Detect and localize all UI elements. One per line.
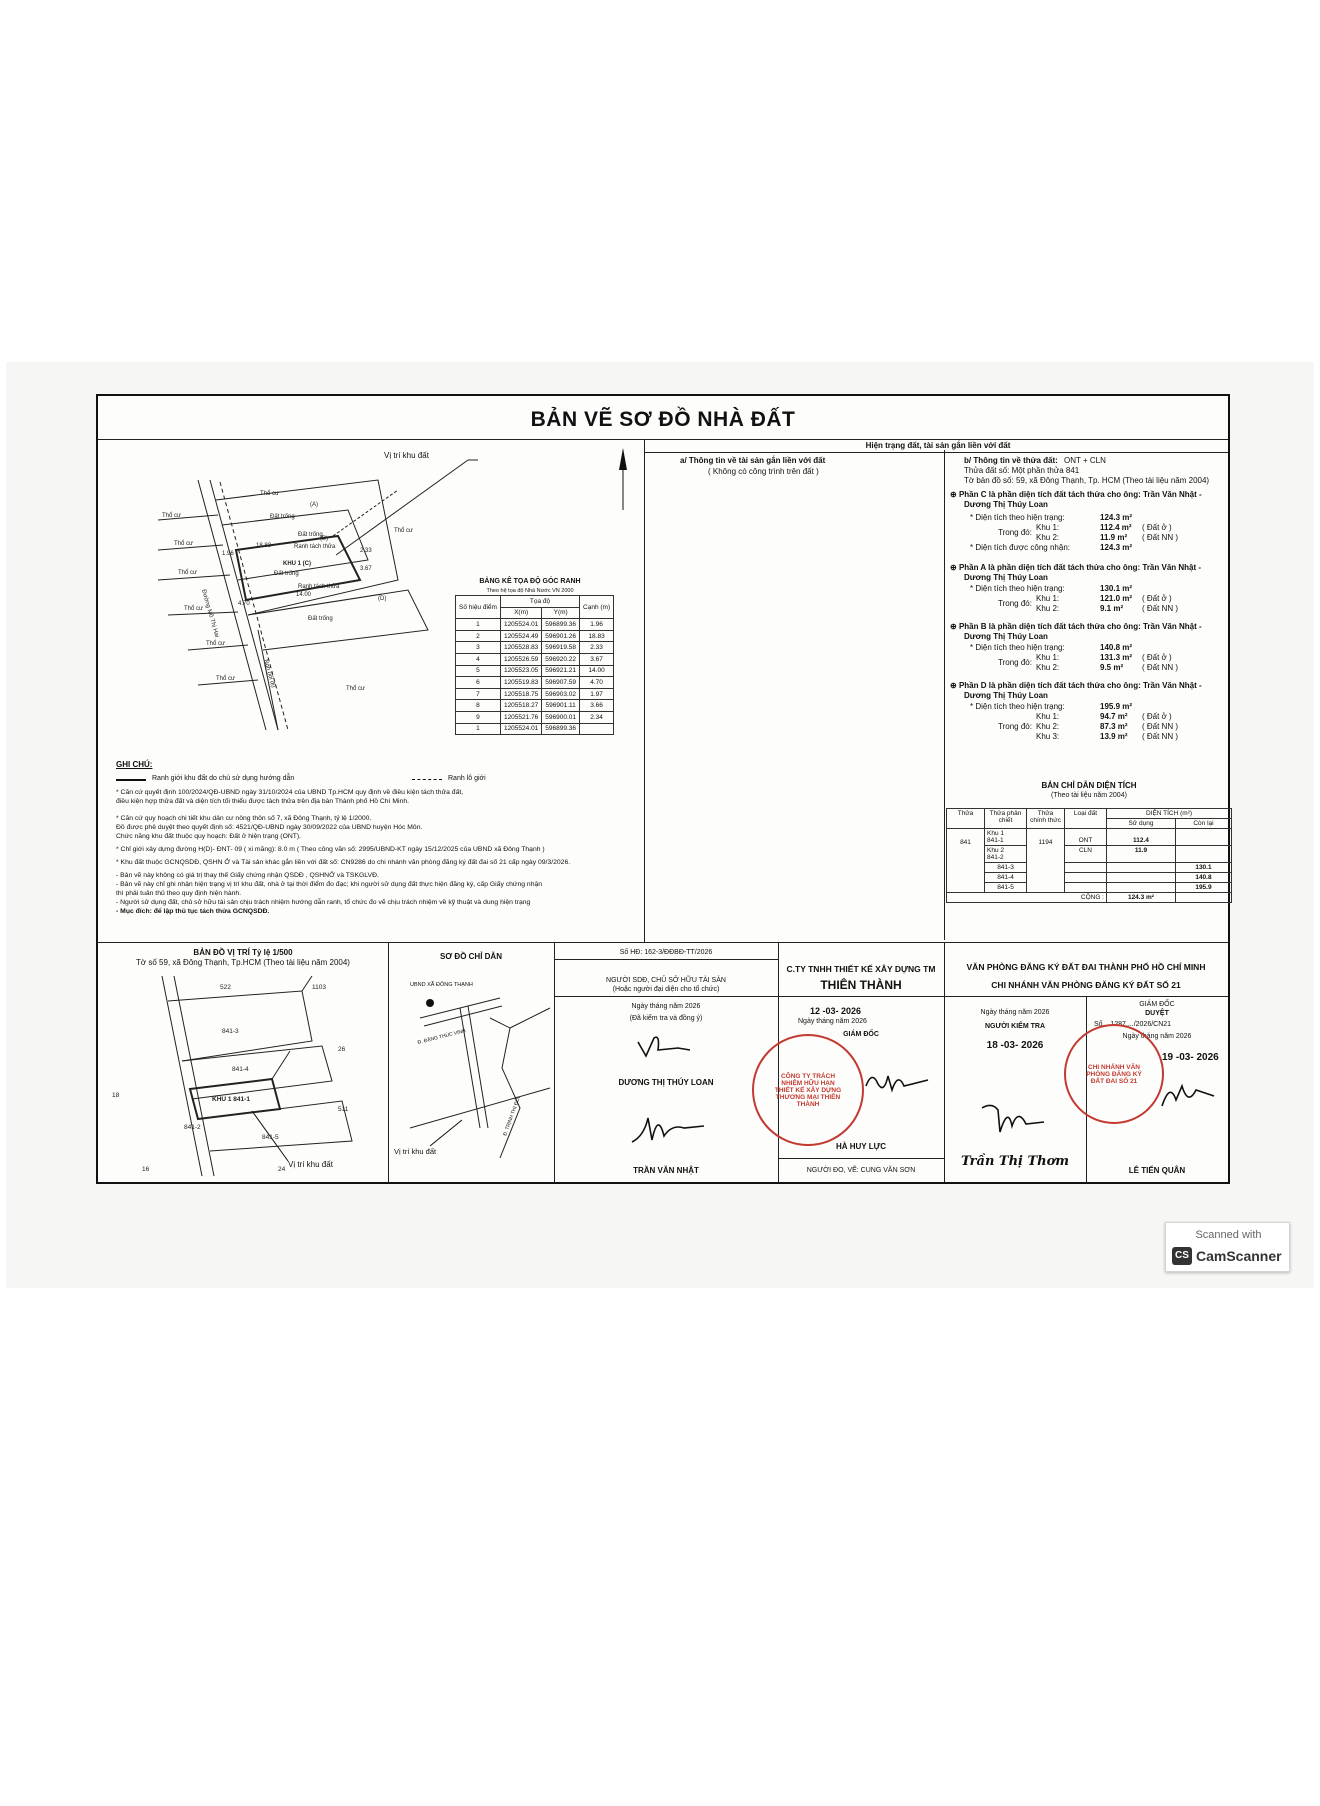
dimension-label: 14.00 [296,592,312,598]
locmap-lot: 841-2 [184,1124,201,1131]
owner-signature-1 [634,1032,694,1062]
lot-label-b: (B) [320,536,328,542]
note-line: - Bản vẽ này chỉ ghi nhận hiện trạng vị trí khu đất, nhà ở tại thời điểm đo đạc; khi người sử dụng đất thực hiện đăng ký, cấp Giấy chứng nhận [116,881,543,888]
khu-type: ( Đất ở ) [1142,712,1172,721]
note-line: - Bản vẽ này không có giá trị thay thế Giấy chứng nhận QSDĐ , QSHNỞ và TSKGLVĐ. [116,872,379,879]
khu-area: 87.3 m² [1100,722,1128,731]
assets-heading: a/ Thông tin về tài sản gắn liền với đất [680,456,826,465]
in-which-label: Trong đó: [998,722,1032,731]
legend-road-line: Ranh lô giới [448,775,486,782]
khu-type: ( Đất NN ) [1142,722,1178,731]
legend-solid-line [116,779,146,781]
part-c-owner: Dương Thị Thúy Loan [964,500,1048,509]
part-b-current: 140.8 m² [1100,643,1133,652]
divider [778,996,944,997]
divider [644,452,1228,453]
table-row: Khu 2 841-2 CLN 11.9 [947,846,1232,863]
owner-date: Ngày tháng năm 2026 [631,1003,701,1010]
approved-date: Ngày tháng năm 2026 [1122,1033,1192,1040]
table-row: 1 1205524.01 596899.36 1.96 [456,619,614,631]
divider [554,996,778,997]
note-line: Chức năng khu đất thuộc quy hoạch: Đất ở hiện trạng (ONT). [116,833,302,840]
land-plan-sheet [96,394,1230,1184]
divider [778,1158,944,1159]
table-row: 9 1205521.76 596900.01 2.34 [456,711,614,723]
khu-area: 9.1 m² [1100,604,1124,613]
khu-type: ( Đất ở ) [1142,653,1172,662]
owner-signature-2 [628,1106,708,1146]
locmap-number: 24 [278,1166,286,1173]
owner-subtitle: (Hoặc người đại diện cho tổ chức) [612,986,720,993]
lot-label-d: (D) [378,596,387,602]
guide-ubnd-label: UBND XÃ ĐÔNG THẠNH [410,982,473,988]
khu-type: ( Đất ở ) [1142,523,1172,532]
area-table-subtitle: (Theo tài liệu năm 2004) [1051,792,1127,799]
khu-label: Khu 2: [1036,722,1060,731]
north-arrow-icon [619,448,627,510]
divider [944,450,945,940]
company-role: GIÁM ĐỐC [843,1031,879,1038]
neighbor-label: Thổ cư [174,541,194,547]
note-line: thì phải tuân thủ theo quy định hiện hành. [116,890,242,897]
dimension-label: 18.83 [256,543,272,549]
table-row: 4 1205526.59 596920.22 3.67 [456,653,614,665]
land-label: Đất trống [274,571,299,577]
part-c-title: ⊕ Phần C là phần diện tích đất tách thửa cho ông: Trần Văn Nhật - [950,490,1202,499]
parcel-line: Thửa đất số: Một phần thửa 841 [964,466,1080,475]
coordinate-table [455,595,614,735]
khu-label: Khu 1: [1036,523,1060,532]
company-stamp: CÔNG TY TRÁCH NHIỆM HỮU HẠN THIẾT KẾ XÂY DỰNG THƯƠNG MẠI THIÊN THÀNH [752,1034,864,1146]
approved-number: Số....1287..../2026/CN21 [1094,1021,1172,1028]
table-row: 8 1205518.27 596901.11 3.66 [456,700,614,712]
director-name: LÊ TIẾN QUÂN [1128,1166,1186,1175]
note-line: điều kiện hợp thửa đất và diện tích tối thiểu được tách thửa trên địa bàn Thành phố Hồ Chí Minh. [116,798,409,805]
coords-header: Tọa độ [500,596,579,608]
note-line: - Mục đích: để lập thủ tục tách thửa GCNQSDĐ. [116,908,270,915]
part-b-current-label: * Diện tích theo hiện trạng: [970,643,1065,652]
office-stamp: CHI NHÁNH VĂN PHÒNG ĐĂNG KÝ ĐẤT ĐAI SỐ 21 [1064,1024,1164,1124]
locmap-lot: KHU 1 841-1 [212,1096,250,1103]
lot-label-c: KHU 1 (C) [283,561,311,567]
document-title: BẢN VẼ SƠ ĐỒ NHÀ ĐẤT [530,408,796,431]
location-label: Vị trí khu đất [384,451,429,460]
khu-label: Khu 2: [1036,604,1060,613]
locmap-lot: 841-3 [222,1028,239,1035]
ubnd-marker-icon [426,999,434,1007]
table-row: 6 1205519.83 596907.59 4.70 [456,677,614,689]
locmap-number: 18 [112,1092,120,1099]
area-header: DIỆN TÍCH (m²) [1107,809,1232,819]
notes-list [116,788,641,916]
company-date-stamp: 12 -03- 2026 [810,1006,862,1016]
legend-dashed-line [412,779,442,780]
camscanner-line: Scanned with [1195,1229,1262,1241]
company-line: C.TY TNHH THIẾT KẾ XÂY DỰNG TM [786,964,936,974]
table-row: 1 1205524.01 596899.36 [456,723,614,735]
locmap-number: 511 [338,1106,349,1113]
location-map [102,971,386,1181]
khu-label: Khu 1: [1036,712,1060,721]
checker-signature [978,1096,1048,1136]
area-header: Thửa [947,809,985,829]
header-right: Hiện trạng đất, tài sản gắn liền với đất [865,441,1011,450]
owner-title: NGƯỜI SDĐ, CHỦ SỞ HỮU TÀI SẢN [606,977,726,984]
approved-date-stamp: 19 -03- 2026 [1162,1052,1219,1063]
note-line: * Căn cứ quyết định 100/2024/QĐ-UBND ngày 31/10/2024 của UBND Tp.HCM quy định về điều kiện tách thửa đất, [116,789,464,796]
khu-type: ( Đất ở ) [1142,594,1172,603]
checker-name: Trần Thị Thơm [960,1154,1070,1169]
note-line: * Khu đất thuộc GCNQSDĐ, QSHN Ở và Tài sản khác gắn liền với đất số: CN9286 do chi nhánh văn phòng đăng ký đất đai số 21 cấp ngày 09/3/2026. [116,859,571,866]
part-a-title: ⊕ Phần A là phần diện tích đất tách thửa cho ông: Trần Văn Nhật - [950,563,1202,572]
part-b-owner: Dương Thị Thúy Loan [964,632,1048,641]
khu-label: Khu 1: [1036,594,1060,603]
split-line-label: Ranh tách thửa [294,544,336,550]
road-label: Đường Mồ Thị Hai [200,588,220,639]
in-which-label: Trong đó: [998,528,1032,537]
table-row: 2 1205524.49 596901.26 18.83 [456,630,614,642]
dimension-label: 1.96 [222,551,234,557]
neighbor-label: Thổ cư [394,528,414,534]
divider [554,959,778,960]
khu-label: Khu 2: [1036,663,1060,672]
khu-label: Khu 3: [1036,732,1060,741]
approved-label: DUYỆT [1145,1010,1169,1017]
locmap-lot: 841-4 [232,1066,249,1073]
table-row: CỘNG : 124.3 m² [947,893,1232,903]
office-line-1: VĂN PHÒNG ĐĂNG KÝ ĐẤT ĐAI THÀNH PHỐ HỒ CHÍ MINH [966,962,1206,972]
camscanner-brand: CamScanner [1196,1248,1282,1264]
area-header: Còn lại [1175,819,1231,829]
owner-name-1: DƯƠNG THỊ THÚY LOAN [618,1078,714,1087]
khu-type: ( Đất NN ) [1142,732,1178,741]
table-row: 841-4 140.8 [947,873,1232,883]
area-header: Sử dụng [1107,819,1176,829]
neighbor-label: Thổ cư [216,676,236,682]
surveyor: NGƯỜI ĐO, VẼ: CUNG VĂN SƠN [806,1167,916,1174]
camscanner-watermark [1165,1222,1290,1272]
khu-area: 131.3 m² [1100,653,1133,662]
khu-area: 121.0 m² [1100,594,1133,603]
assets-note: ( Không có công trình trên đất ) [708,467,819,476]
part-c-recognized-label: * Diện tích được công nhận: [970,543,1070,552]
checker-title: NGƯỜI KIỂM TRA [985,1023,1045,1030]
table-row: 841 Khu 1 841-1 1194 ONT 112.4 [947,829,1232,846]
area-table [946,808,1232,903]
neighbor-label: Thổ cư [184,606,204,612]
neighbor-label: Thổ cư [346,686,366,692]
part-c-recognized: 124.3 m² [1100,543,1133,552]
khu-type: ( Đất NN ) [1142,533,1178,542]
note-line: Đồ được phê duyệt theo quyết định số: 4521/QĐ-UBND ngày 30/09/2022 của UBND huyện Hóc Môn. [116,824,423,831]
locmap-subtitle: Tờ số 59, xã Đông Thạnh, Tp.HCM (Theo tài liệu năm 2004) [136,958,350,967]
divider [98,942,1228,943]
company-date: Ngày tháng năm 2026 [798,1018,867,1025]
part-c-current-label: * Diện tích theo hiện trạng: [970,513,1065,522]
director-title: GIÁM ĐỐC [1139,1001,1175,1008]
khu-area: 11.9 m² [1100,533,1128,542]
table-row: 841-5 195.9 [947,883,1232,893]
khu-area: 9.5 m² [1100,663,1124,672]
table-row: 7 1205518.75 596903.02 1.97 [456,688,614,700]
in-which-label: Trong đó: [998,599,1032,608]
coords-title: BẢNG KÊ TỌA ĐỘ GÓC RANH [479,578,581,585]
dimension-label: 3.67 [360,566,372,572]
khu-area: 112.4 m² [1100,523,1132,532]
area-table-title: BẢN CHỈ DẪN DIỆN TÍCH [1041,781,1137,790]
coords-header: Y(m) [542,607,580,619]
director-signature [862,1066,932,1096]
guide-location-label: Vị trí khu đất [394,1147,437,1156]
locmap-number: 1103 [312,984,326,991]
coords-subtitle: Theo hệ tọa độ Nhà Nước VN 2000 [486,588,574,594]
area-header: Thửa phân chiết [985,809,1027,829]
locmap-number: 522 [220,984,231,991]
part-b-title: ⊕ Phần B là phần diện tích đất tách thửa cho ông: Trần Văn Nhật - [950,622,1202,631]
part-d-current-label: * Diện tích theo hiện trạng: [970,702,1065,711]
neighbor-label: Thổ cư [162,513,182,519]
in-which-label: Trong đó: [998,658,1032,667]
divider [644,439,645,942]
land-heading: b/ Thông tin về thửa đất: [964,456,1058,465]
company-name: THIÊN THÀNH [820,978,902,992]
land-label: Đất trống [270,514,295,520]
locmap-number: 16 [142,1166,150,1173]
khu-area: 13.9 m² [1100,732,1128,741]
land-label: Đất trống [308,616,333,622]
divider [944,942,945,1182]
dimension-label: 2.33 [360,548,372,554]
part-a-owner: Dương Thị Thúy Loan [964,573,1048,582]
locmap-location-label: Vị trí khu đất [288,1160,333,1169]
owner-name-2: TRẦN VĂN NHẬT [633,1166,699,1175]
notes-heading: GHI CHÚ: [116,760,153,769]
divider [388,942,389,1182]
area-header: Thửa chính thức [1027,809,1065,829]
note-line: * Chỉ giới xây dựng đường H(D)- ĐNT- 09 ( xi măng): 8.0 m ( Theo công văn số: 2995/UBND-KT ngày 15/12/2025 của UBND xã Đông Thạnh ) [116,846,545,853]
khu-type: ( Đất NN ) [1142,604,1178,613]
part-d-title: ⊕ Phần D là phần diện tích đất tách thửa cho ông: Trần Văn Nhật - [950,681,1202,690]
checker-date: Ngày tháng năm 2026 [980,1009,1050,1016]
neighbor-label: Thổ cư [260,491,280,497]
area-header: Loại đất [1065,809,1107,829]
table-row: 3 1205528.83 596919.58 2.33 [456,642,614,654]
part-a-current-label: * Diện tích theo hiện trạng: [970,584,1065,593]
part-d-current: 195.9 m² [1100,702,1133,711]
part-d-owner: Dương Thị Thúy Loan [964,691,1048,700]
khu-label: Khu 1: [1036,653,1060,662]
guide-road-label: Đ. TRỊNH THỊ ĐÔI [502,1095,522,1137]
office-director-signature [1158,1076,1218,1116]
map-sheet-line: Tờ bản đồ số: 59, xã Đông Thạnh, Tp. HCM (Theo tài liệu năm 2004) [964,476,1210,485]
khu-label: Khu 2: [1036,533,1060,542]
owner-checked: (Đã kiểm tra và đồng ý) [629,1015,703,1022]
locmap-number: 26 [338,1046,346,1053]
land-label: Đất trống [298,532,323,538]
note-line: * Căn cứ quy hoạch chi tiết khu dân cư nông thôn số 7, xã Đông Thạnh, tỷ lệ 1/2000. [116,815,372,822]
table-row: 5 1205523.05 596921.21 14.00 [456,665,614,677]
lane-label: Ngh (lối đi) [262,658,276,689]
company-signer: HÀ HUY LỰC [835,1142,887,1151]
khu-type: ( Đất NN ) [1142,663,1178,672]
locmap-lot: 841-5 [262,1134,279,1141]
neighbor-label: Thổ cư [206,641,226,647]
land-type: ONT + CLN [1064,456,1106,465]
part-a-current: 130.1 m² [1100,584,1133,593]
coords-header: Số hiệu điểm [456,596,501,619]
note-line: - Người sử dụng đất, chủ sở hữu tài sản chịu trách nhiệm hướng dẫn ranh, tổ chức đo vẽ chịu trách nhiệm về kỹ thuật và dung hiện trạng [116,899,531,906]
guide-map [390,968,552,1178]
camscanner-logo-icon: CS [1172,1247,1192,1265]
khu-area: 94.7 m² [1100,712,1128,721]
contract-number: Số HĐ: 162-3/ĐĐBĐ-TT/2026 [619,949,713,956]
guide-title: SƠ ĐỒ CHỈ DẪN [440,952,502,961]
dimension-label: 4.70 [238,601,250,607]
neighbor-label: Thổ cư [178,570,198,576]
coords-header: Cạnh (m) [580,596,614,619]
legend-boundary: Ranh giới khu đất do chủ sử dụng hướng dẫn [152,775,295,782]
table-row: 841-3 130.1 [947,863,1232,873]
split-line-label: Ranh tách thửa [298,584,340,590]
checker-date-stamp: 18 -03- 2026 [986,1040,1044,1051]
lot-label-a: (A) [310,502,318,508]
office-line-2: CHI NHÁNH VĂN PHÒNG ĐĂNG KÝ ĐẤT SỐ 21 [991,980,1181,990]
part-c-current: 124.3 m² [1100,513,1133,522]
guide-road-label: Đ. ĐẶNG THÚC VỊNH [417,1028,467,1046]
coords-header: X(m) [500,607,541,619]
locmap-title: BẢN ĐỒ VỊ TRÍ Tỷ lệ 1/500 [193,948,293,957]
